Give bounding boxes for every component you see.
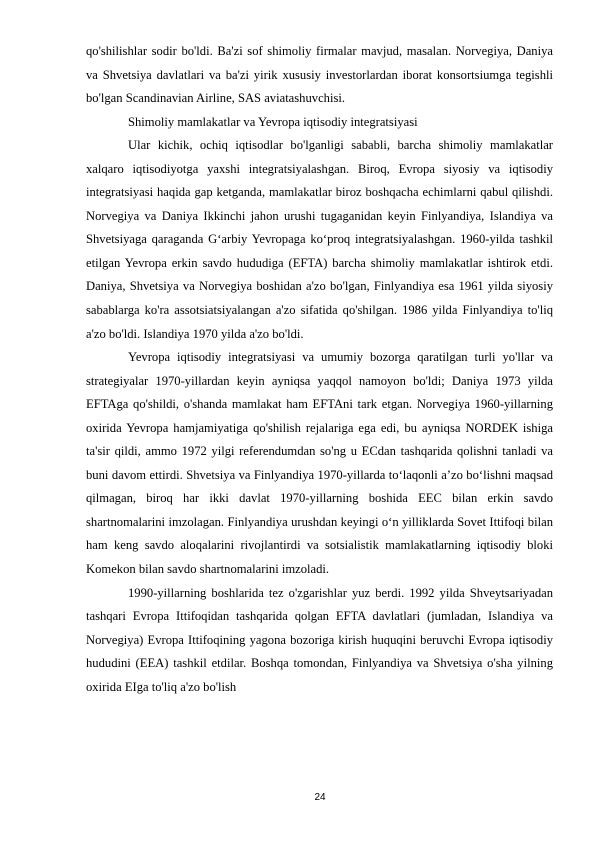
paragraph-strategies: Yevropa iqtisodiy integratsiyasi va umumiy bozorga qaratilgan turli yo'llar va strategiyalar 1970-yillardan keyin ayniqsa yaqqol namoyon bo'ldi; Daniya 1973 yilda EFTAga qo'shildi, o'shanda mamlakat ham EFTAni tark etgan. Norvegiya 1960-yillarning oxirida Yevropa hamjamiyatiga qo'shilish rejalariga ega edi, bu ayniqsa NORDEK ishiga ta'sir qildi, ammo 1972 yilgi referendumdan so'ng u ECdan tashqarida qolishni tanladi va buni davom ettirdi. Shvetsiya va Finlyandiya 1970-yillarda toʻlaqonli aʼzo boʻlishni maqsad qilmagan, biroq har ikki davlat 1970-yillarning boshida EEC bilan erkin savdo shartnomalarini imzolagan. Finlyandiya urushdan keyingi oʻn yilliklarda Sovet Ittifoqi bilan ham keng savdo aloqalarini rivojlantirdi va sotsialistik mamlakatlarning iqtisodiy bloki Komekon bilan savdo shartnomalarini imzoladi. xyxy=(86,350,553,577)
section-heading: Shimoliy mamlakatlar va Yevropa iqtisodiy integratsiyasi xyxy=(128,114,418,129)
document-body xyxy=(86,40,553,699)
paragraph-integration: Ular kichik, ochiq iqtisodlar bo'lganligi sababli, barcha shimoliy mamlakatlar xalqaro iqtisodiyotga yaxshi integratsiyalashgan. Biroq, Evropa siyosiy va iqtisodiy integratsiyasi haqida gap ketganda, mamlakatlar biroz boshqacha echimlarni qabul qilishdi. Norvegiya va Daniya Ikkinchi jahon urushi tugaganidan keyin Finlyandiya, Islandiya va Shvetsiyaga qaraganda Gʻarbiy Yevropaga koʻproq integratsiyalashgan. 1960-yilda tashkil etilgan Yevropa erkin savdo hududiga (EFTA) barcha shimoliy mamlakatlar ishtirok etdi. Daniya, Shvetsiya va Norvegiya boshidan a'zo bo'lgan, Finlyandiya esa 1961 yilda siyosiy sabablarga ko'ra assotsiatsiyalangan a'zo sifatida qo'shilgan. 1986 yilda Finlyandiya to'liq a'zo bo'ldi. Islandiya 1970 yilda a'zo bo'ldi. xyxy=(86,138,553,341)
page-number: 24 xyxy=(314,792,326,803)
paragraph-continuation: qo'shilishlar sodir bo'ldi. Ba'zi sof shimoliy firmalar mavjud, masalan. Norvegiya, Daniya va Shvetsiya davlatlari va ba'zi yirik xususiy investorlardan iborat konsortsiumga tegishli bo'lgan Scandinavian Airline, SAS aviatashuvchisi. xyxy=(86,44,553,106)
paragraph-1990s: 1990-yillarning boshlarida tez o'zgarishlar yuz berdi. 1992 yilda Shveytsariyadan tashqari Evropa Ittifoqidan tashqarida qolgan EFTA davlatlari (jumladan, Islandiya va Norvegiya) Evropa Ittifoqining yagona bozoriga kirish huquqini beruvchi Evropa iqtisodiy hududini (EEA) tashkil etdilar. Boshqa tomondan, Finlyandiya va Shvetsiya o'sha yilning oxirida EIga to'liq a'zo bo'lish xyxy=(86,585,553,694)
